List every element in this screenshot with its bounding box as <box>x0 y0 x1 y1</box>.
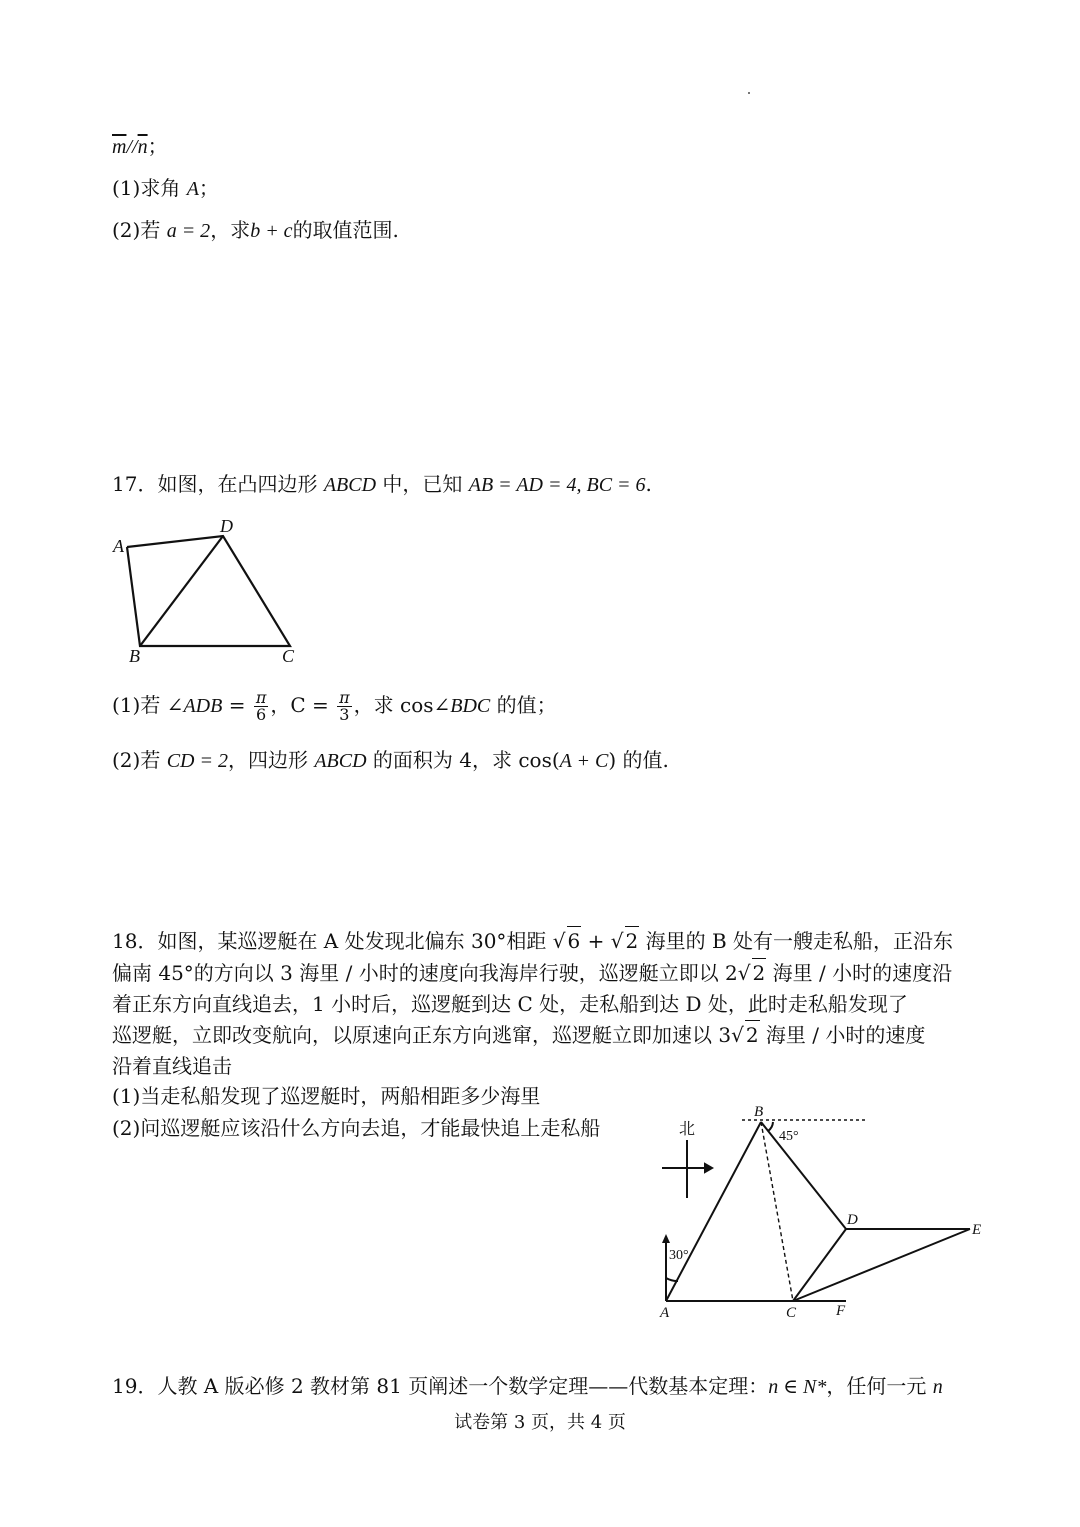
fraction-pi-3 <box>337 690 352 723</box>
q19-text-b: ，任何一元 <box>826 1374 933 1398</box>
frac-num-1: π <box>255 688 267 707</box>
label-d: D <box>220 516 233 536</box>
q17-p2-cd: CD = 2 <box>166 750 228 772</box>
q18-plus: + <box>581 929 611 953</box>
q18-l1-text-b: 海里的 B 处有一艘走私船，正沿东 <box>639 929 954 953</box>
parallel-symbol: // <box>126 136 138 158</box>
q19-set: n ∈ N* <box>768 1376 827 1398</box>
q16-p2-mid: ，求 <box>210 218 251 242</box>
q18-line-4: 巡逻艇，立即改变航向，以原速向正东方向逃窜，巡逻艇立即加速以 3√ 2 海里 / 小时的速度 <box>112 1020 925 1049</box>
frac-num-2: π <box>339 688 350 707</box>
q17-p2-shape: ABCD <box>314 750 367 772</box>
q17-part-1 <box>112 688 557 723</box>
angle-30-label: 30° <box>669 1248 689 1263</box>
q19-n: n <box>932 1376 943 1398</box>
q17-text-mid: 中，已知 <box>376 472 469 496</box>
q17-statement <box>112 470 652 499</box>
q18-l2-text: 偏南 45°的方向以 3 海里 / 小时的速度向我海岸行驶，巡逻艇立即以 2 <box>112 961 738 985</box>
q17-text: 如图，在凸四边形 <box>157 472 324 496</box>
q17-p1-ask: ，求 cos∠ <box>353 693 451 717</box>
q19-text: 19．人教 A 版必修 2 教材第 81 页阐述一个数学定理——代数基本定理： <box>112 1374 769 1398</box>
fig-label-c: C <box>786 1305 797 1321</box>
q18-line-5: 沿着直线追击 <box>112 1054 232 1078</box>
q18-l4-text-b: 海里 / 小时的速度 <box>759 1023 926 1047</box>
semicolon: ； <box>147 134 168 158</box>
q17-part-2 <box>112 746 669 775</box>
q17-p2-mid2: 的面积为 4，求 cos( <box>366 748 560 772</box>
q17-p2-text: (2)若 <box>112 748 167 772</box>
q17-p1-eq: = <box>222 693 252 717</box>
q17-p1-angle: ADB <box>183 695 223 717</box>
q16-p2-eq: a = 2 <box>166 220 211 242</box>
sqrt-2: 2 <box>625 926 640 955</box>
q18-l4-text: 巡逻艇，立即改变航向，以原速向正东方向逃窜，巡逻艇立即加速以 3 <box>112 1023 732 1047</box>
q17-p2-mid: ，四边形 <box>227 748 315 772</box>
frac-den-2: 3 <box>339 705 350 724</box>
q18-line-1: 18．如图，某巡逻艇在 A 处发现北偏东 30°相距 √ 6 + √ 2 海里的 B 处有一艘走私船，正沿东 <box>112 926 953 955</box>
angle-arc-b <box>768 1122 773 1131</box>
q16-part-1 <box>112 174 219 203</box>
bc-dashed-line <box>761 1122 793 1301</box>
q16-part-2 <box>112 216 399 245</box>
fig-label-b: B <box>754 1104 764 1120</box>
label-c: C <box>282 646 295 666</box>
bd-line <box>761 1122 846 1229</box>
q16-vector-condition <box>112 132 168 161</box>
north-label: 北 <box>679 1121 696 1138</box>
q18-line-3: 着正东方向直线追去，1 小时后，巡逻艇到达 C 处，走私船到达 D 处，此时走私船发现了 <box>112 992 908 1016</box>
vector-m: $\overline{m}$ <box>112 136 127 158</box>
fig-label-e: E <box>972 1222 982 1238</box>
label-a: A <box>113 536 124 556</box>
q18-l2-text-b: 海里 / 小时的速度沿 <box>766 961 953 985</box>
q18-line-2: 偏南 45°的方向以 3 海里 / 小时的速度向我海岸行驶，巡逻艇立即以 2√ 2 海里 / 小时的速度沿 <box>112 958 952 987</box>
q17-quadrilateral-figure <box>105 512 315 667</box>
q17-p2-end: ) 的值. <box>608 748 669 772</box>
angle-45-label: 45° <box>779 1129 799 1144</box>
q16-p2-text: (2)若 <box>112 218 167 242</box>
q19-statement <box>112 1372 943 1401</box>
q16-p1-text: (1)求角 <box>112 176 187 200</box>
north-arrow-icon <box>662 1234 670 1243</box>
q18-l1-text: 18．如图，某巡逻艇在 A 处发现北偏东 30°相距 <box>112 929 553 953</box>
q17-p1-text: (1)若 ∠ <box>112 693 184 717</box>
angle-arc-a <box>666 1278 678 1281</box>
diagonal-bd <box>140 536 223 646</box>
q18-navigation-figure <box>650 1098 990 1326</box>
q17-p2-expr: A + C <box>559 750 609 772</box>
frac-den-1: 6 <box>255 705 267 724</box>
sqrt-2-c: 2 <box>745 1020 760 1049</box>
ab-line <box>666 1122 761 1301</box>
fraction-pi-6 <box>254 690 269 723</box>
label-b: B <box>129 646 140 666</box>
fig-label-d: D <box>847 1212 858 1228</box>
q17-p1-c: ，C = <box>270 693 336 717</box>
vector-n: $\overline{n}$ <box>137 136 148 158</box>
page-footer: 试卷第 3 页，共 4 页 <box>454 1412 626 1433</box>
fig-label-a: A <box>660 1305 670 1321</box>
q17-p1-bdc: BDC <box>450 695 491 717</box>
fig-label-f: F <box>836 1303 846 1319</box>
sqrt-6: 6 <box>567 926 582 955</box>
scan-speck <box>748 92 750 94</box>
q17-end: . <box>645 472 652 496</box>
q18-part-2: (2)问巡逻艇应该沿什么方向去追，才能最快追上走私船 <box>112 1116 601 1140</box>
sqrt-2-b: 2 <box>752 958 767 987</box>
q17-number: 17． <box>112 472 158 496</box>
q17-shape: ABCD <box>323 474 377 496</box>
q16-p1-var: A <box>186 178 199 200</box>
q16-p2-end: 的取值范围. <box>292 218 399 242</box>
q16-p2-expr: b + c <box>250 220 293 242</box>
q17-given: AB = AD = 4, BC = 6 <box>468 474 646 496</box>
q16-p1-end: ； <box>198 176 219 200</box>
compass-icon <box>662 1140 712 1198</box>
q18-part-1: (1)当走私船发现了巡逻艇时，两船相距多少海里 <box>112 1084 541 1108</box>
q17-p1-end: 的值； <box>490 693 557 717</box>
